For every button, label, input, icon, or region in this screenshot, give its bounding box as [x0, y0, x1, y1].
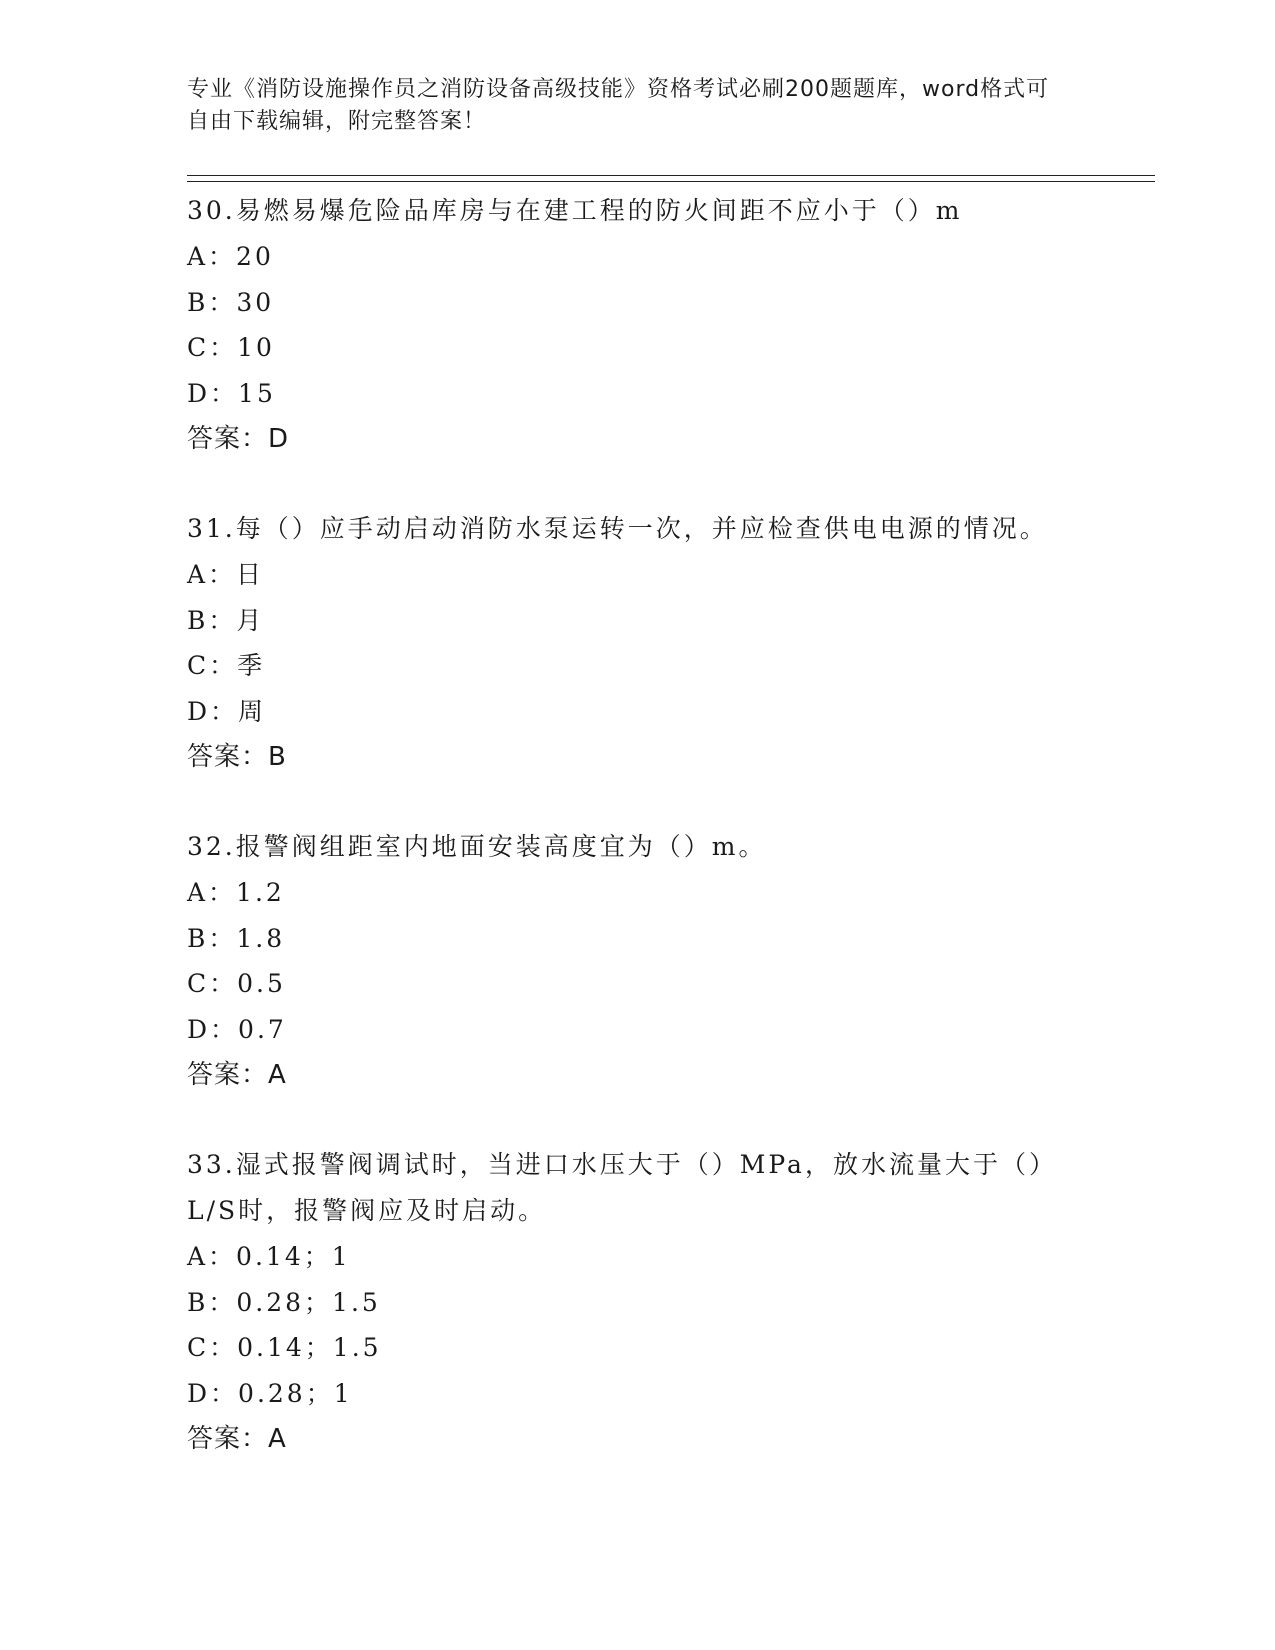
option-a: A：日 [187, 560, 265, 589]
question-30 [187, 188, 1087, 462]
question-31 [187, 506, 1087, 780]
option-d: D：15 [187, 378, 276, 408]
option-d: D：0.7 [187, 1014, 287, 1044]
question-list [187, 188, 1087, 1462]
option-c: C：10 [187, 333, 275, 362]
question-33 [187, 1142, 1087, 1462]
option-c: C：季 [187, 651, 266, 680]
option-a: A：1.2 [187, 878, 285, 907]
question-stem: 31.每（）应手动启动消防水泵运转一次，并应检查供电电源的情况。 [187, 514, 1048, 543]
option-a: A：20 [187, 242, 274, 271]
answer-line: 答案：A [187, 1424, 287, 1454]
option-b: B：1.8 [187, 923, 286, 953]
question-stem: 33.湿式报警阀调试时，当进口水压大于（）MPa，放水流量大于（）L/S时，报警阀应及时启动。 [187, 1150, 1057, 1225]
header-divider-bottom [187, 181, 1155, 182]
question-32 [187, 824, 1087, 1098]
answer-line: 答案：B [187, 742, 287, 772]
option-b: B：月 [187, 605, 265, 635]
option-b: B：30 [187, 287, 275, 317]
question-stem: 32.报警阀组距室内地面安装高度宜为（）m。 [187, 832, 767, 861]
answer-line: 答案：D [187, 424, 290, 454]
answer-line: 答案：A [187, 1060, 287, 1090]
option-d: D：0.28；1 [187, 1378, 353, 1408]
option-d: D：周 [187, 696, 267, 726]
option-c: C：0.14；1.5 [187, 1333, 382, 1362]
option-b: B：0.28；1.5 [187, 1287, 381, 1317]
question-stem: 30.易燃易爆危险品库房与在建工程的防火间距不应小于（）m [187, 196, 963, 225]
header-divider-top [187, 175, 1155, 176]
option-a: A：0.14；1 [187, 1242, 351, 1271]
option-c: C：0.5 [187, 969, 286, 998]
document-header: 专业《消防设施操作员之消防设备高级技能》资格考试必刷200题题库，word格式可自由下载编辑，附完整答案！ [187, 77, 1050, 134]
